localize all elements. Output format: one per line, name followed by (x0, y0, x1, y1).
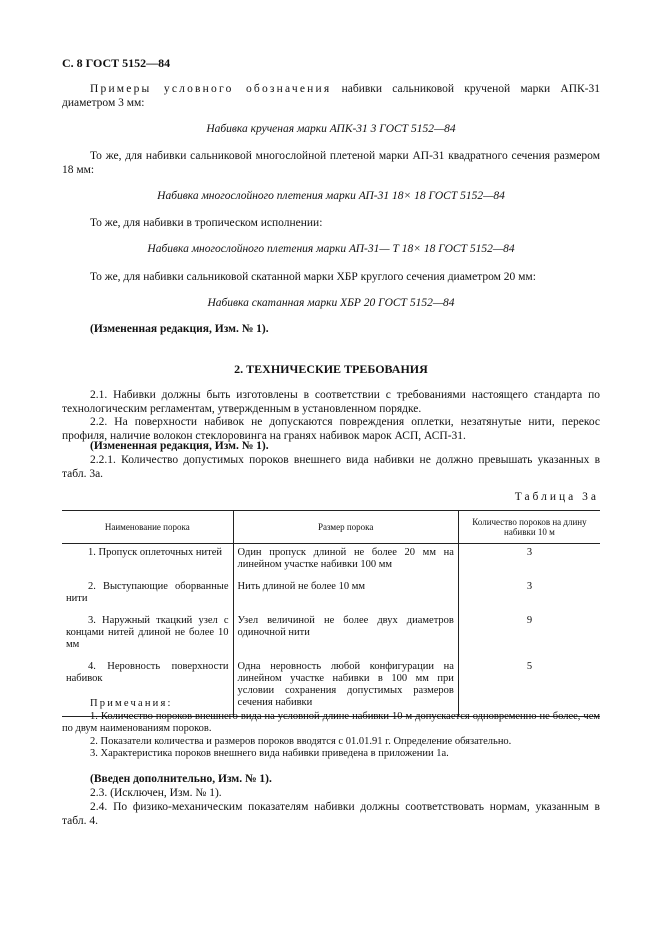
table-row (62, 578, 600, 612)
paragraph-2-1: 2.1. Набивки должны быть изготовлены в соответствии с требованиями настоящего стандарта по технологическим регламентам, утвержденным в установленном порядке. (62, 389, 600, 415)
defect-count: 5 (458, 658, 600, 717)
example-2-text: То же, для набивки сальниковой многослойной плетеной марки АП-31 квадратного сечения размером 18 мм: (62, 150, 600, 176)
examples-intro-rest: набивки сальниковой крученой марки АПК-31 диаметром 3 мм: (62, 83, 600, 109)
defect-size: Один пропуск длиной не более 20 мм на линейном участке набивки 100 мм (233, 544, 458, 579)
designation-example-2: Набивка многослойного плетения марки АП-31 18× 18 ГОСТ 5152—84 (157, 190, 505, 202)
paragraph-2-4: 2.4. По физико-механическим показателям набивки должны соответствовать нормам, указанным в табл. 4. (62, 801, 600, 827)
example-3-text: То же, для набивки в тропическом исполнении: (90, 217, 323, 229)
designation-example-1: Набивка крученая марки АПК-31 3 ГОСТ 5152—84 (206, 123, 456, 135)
table-row (62, 544, 600, 579)
header-defect-size: Размер порока (233, 511, 458, 544)
amendment-note-3: (Введен дополнительно, Изм. № 1). (90, 773, 272, 785)
designation-example-4: Набивка скатанная марки ХБР 20 ГОСТ 5152—84 (207, 297, 455, 309)
section-title: 2. ТЕХНИЧЕСКИЕ ТРЕБОВАНИЯ (234, 362, 428, 376)
notes-title: Примечания: (90, 698, 173, 709)
defect-name: 2. Выступающие оборванные нити (66, 581, 229, 604)
header-defect-name: Наименование порока (62, 511, 233, 544)
note-3: 3. Характеристика пороков внешнего вида набивки приведена в приложении 1а. (90, 748, 449, 759)
table-caption: Таблица 3а (514, 491, 599, 503)
paragraph-2-2: 2.2. На поверхности набивок не допускаются повреждения оплетки, незатянутые нити, перекос профиля, наличие волокон стеклоровинга на гранях набивок марок АСП, АСП-31. (62, 416, 600, 442)
defect-name: 3. Наружный ткацкий узел с концами нитей длиной не более 10 мм (66, 615, 229, 650)
amendment-note-2: (Измененная редакция, Изм. № 1). (90, 440, 269, 452)
note-1: 1. Количество пороков внешнего вида на условной длине набивки 10 м допускается одновременно не более, чем по двум наименованиям пороков. (62, 710, 600, 734)
defect-name: 4. Неровность поверхности набивок (62, 658, 233, 717)
amendment-note-1: (Измененная редакция, Изм. № 1). (90, 323, 269, 335)
defects-table (62, 510, 600, 717)
table-header-row (62, 511, 600, 544)
examples-intro (62, 82, 600, 110)
defect-count: 9 (458, 612, 600, 658)
notes-block (62, 698, 600, 761)
defect-size: Узел величиной не более двух диаметров одиночной нити (233, 612, 458, 658)
paragraph-2-2-1: 2.2.1. Количество допустимых пороков внешнего вида набивки не должно превышать указанных в табл. 3а. (62, 454, 600, 480)
defect-count: 3 (458, 578, 600, 612)
defect-size: Одна неровность любой конфигурации на линейном участке набивки в 100 мм при условии сохранения допустимых размеров сечения набивки (233, 658, 458, 717)
paragraph-2-3-text: 2.3. (Исключен, Изм. № 1). (90, 787, 222, 799)
example-4-text: То же, для набивки сальниковой скатанной марки ХБР круглого сечения диаметром 20 мм: (90, 271, 536, 283)
paragraph-2-3 (62, 786, 600, 800)
defect-size: Нить длиной не более 10 мм (233, 578, 458, 612)
defect-name: 1. Пропуск оплеточных нитей (88, 547, 222, 558)
note-2: 2. Показатели количества и размеров пороков вводятся с 01.01.91 г. Определение обязательно. (90, 735, 512, 747)
designation-example-3: Набивка многослойного плетения марки АП-31— Т 18× 18 ГОСТ 5152—84 (147, 243, 515, 255)
defect-count: 3 (458, 544, 600, 579)
header-defect-count: Количество пороков на длину набивки 10 м (458, 511, 600, 544)
examples-intro-lead: Примеры условного обозначения (90, 83, 332, 95)
table-row (62, 612, 600, 658)
page-header: С. 8 ГОСТ 5152—84 (62, 56, 171, 70)
